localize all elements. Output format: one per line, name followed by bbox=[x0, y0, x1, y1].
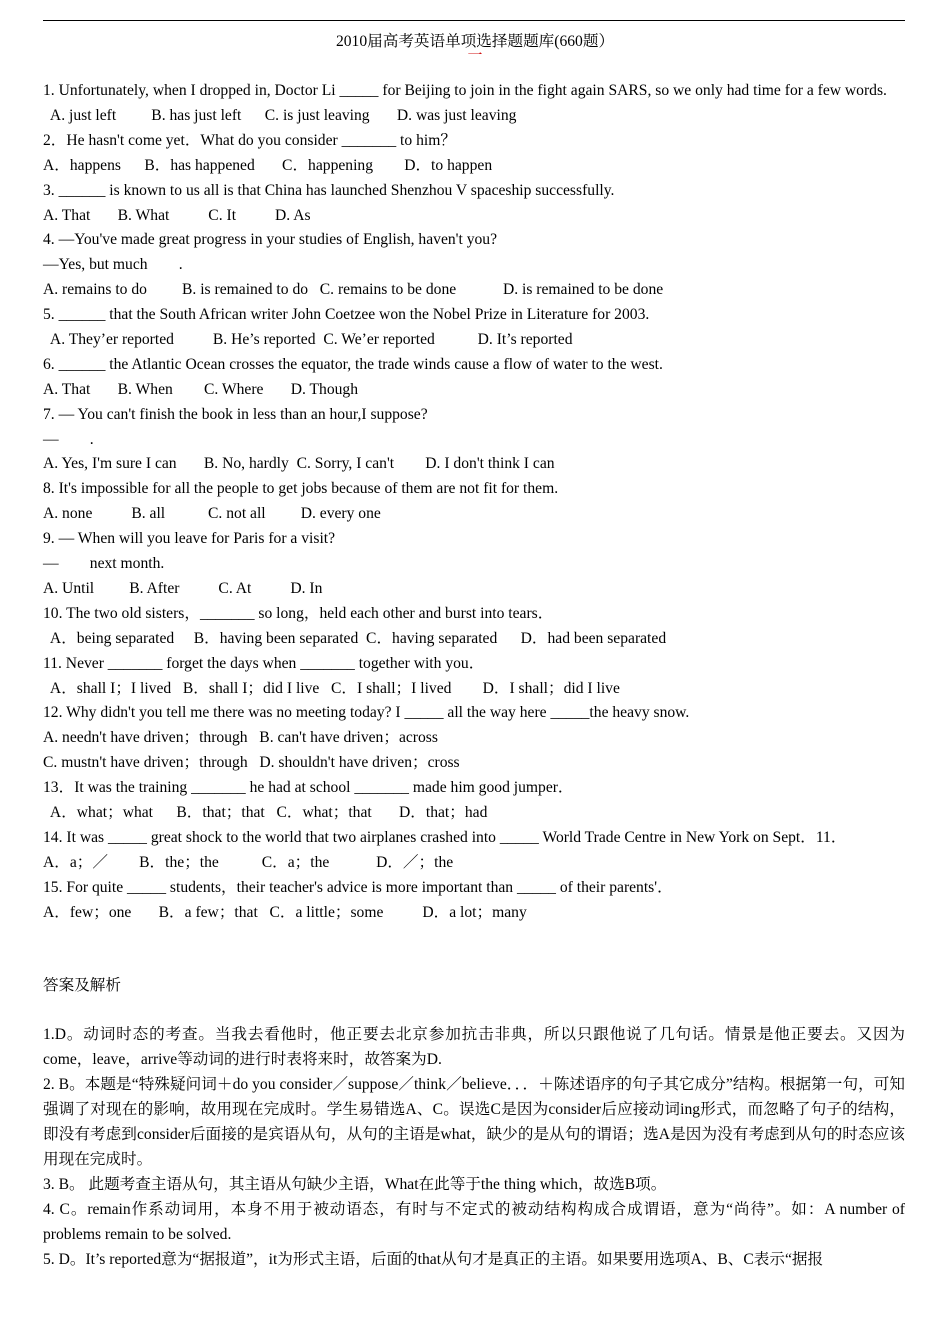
question-options: A. Until B. After C. At D. In bbox=[43, 579, 323, 597]
question-options: A. remains to do B. is remained to do C. remains to be done D. is remained to be done bbox=[43, 281, 664, 299]
question-options: — next month. bbox=[43, 555, 165, 573]
question-options: — . bbox=[43, 430, 94, 448]
question-options: A．a；／ B．the；the C．a；the D．／；the bbox=[43, 853, 454, 871]
answer-paragraph: 4. C。remain作系动词用，本身不用于被动语态，有时与不定式的被动结构构成合成谓语，意为“尚待”。如：A number of problems remain to be solved. bbox=[43, 1200, 905, 1243]
question-stem: 14. It was _____ great shock to the world that two airplanes crashed into _____ World Trade Centre in New York on Sept．11． bbox=[43, 828, 847, 846]
answer-paragraph: 3. B。 此题考查主语从句，其主语从句缺少主语，What在此等于the thing which，故选B项。 bbox=[43, 1175, 667, 1193]
question-stem: 6. ______ the Atlantic Ocean crosses the equator, the trade winds cause a flow of water to the west. bbox=[43, 355, 663, 373]
question-options: A. That B. When C. Where D. Though bbox=[43, 380, 359, 398]
question-stem: 1. Unfortunately, when I dropped in, Doctor Li _____ for Beijing to join in the fight again SARS, so we only had time for a few words. bbox=[43, 82, 887, 99]
section-mark: 一 bbox=[467, 48, 483, 64]
question-options: A. Yes, I'm sure I can B. No, hardly C. Sorry, I can't D. I don't think I can bbox=[43, 455, 555, 473]
answers-heading: 答案及解析 bbox=[43, 976, 121, 994]
question-list bbox=[43, 79, 905, 926]
answer-list bbox=[43, 1023, 905, 1272]
question-options: A．being separated B．having been separated C．having separated D．had been separated bbox=[43, 629, 667, 647]
question-stem: 7. — You can't finish the book in less than an hour,I suppose? bbox=[43, 405, 428, 423]
question-stem: 13．It was the training _______ he had at school _______ made him good jumper． bbox=[43, 779, 574, 797]
question-options: A. none B. all C. not all D. every one bbox=[43, 505, 381, 523]
question-options: A. needn't have driven；through B. can't have driven；across bbox=[43, 729, 438, 747]
question-options: A. just left B. has just left C. is just leaving D. was just leaving bbox=[43, 106, 517, 124]
question-stem: 12. Why didn't you tell me there was no meeting today? I _____ all the way here _____the heavy snow. bbox=[43, 704, 690, 722]
answer-paragraph: 2. B。本题是“特殊疑问词＋do you consider／suppose／think／believe．．．＋陈述语序的句子其它成分”结构。根据第一句，可知强调了对现在的影响，故用现在完成时。学生易错选A、C。误选C是因为consider后应接动词ing形式，而忽略了句子的结构，即没有考虑到consider后面接的是宾语从句，从句的主语是what，缺少的是从句的谓语；选A是因为没有考虑到从句的时态应该用现在完成时。 bbox=[43, 1076, 905, 1168]
question-options: A．happens B．has happened C．happening D．to happen bbox=[43, 156, 493, 174]
question-options: —Yes, but much . bbox=[43, 256, 183, 274]
question-options: A．what；what B．that；that C．what；that D．that；had bbox=[43, 804, 488, 822]
page-title: 2010届高考英语单项选择题题库(660题） bbox=[335, 33, 615, 50]
question-options: A．shall I；I lived B．shall I；did I live C．I shall；I lived D．I shall；did I live bbox=[43, 679, 620, 697]
question-stem: 15. For quite _____ students，their teacher's advice is more important than _____ of their parents'． bbox=[43, 878, 673, 896]
question-options: A. That B. What C. It D. As bbox=[43, 206, 311, 224]
question-stem: 4. —You've made great progress in your studies of English, haven't you? bbox=[43, 231, 498, 249]
question-stem: 3. ______ is known to us all is that China has launched Shenzhou V spaceship successfully. bbox=[43, 181, 615, 199]
question-stem: 9. — When will you leave for Paris for a visit? bbox=[43, 530, 336, 548]
answer-paragraph: 1.D。动词时态的考查。当我去看他时，他正要去北京参加抗击非典，所以只跟他说了几句话。情景是他正要去。又因为come，leave，arrive等动词的进行时表将来时，故答案为D. bbox=[43, 1026, 905, 1069]
header-rule bbox=[43, 20, 905, 21]
document-body bbox=[43, 79, 905, 1272]
question-stem: 5. ______ that the South African writer John Coetzee won the Nobel Prize in Literature for 2003. bbox=[43, 306, 650, 324]
question-stem: 11. Never _______ forget the days when _______ together with you． bbox=[43, 654, 485, 672]
question-options: A. They’er reported B. He’s reported C. We’er reported D. It’s reported bbox=[43, 330, 573, 348]
question-options: C. mustn't have driven；through D. shouldn't have driven；cross bbox=[43, 754, 460, 772]
answer-paragraph: 5. D。It’s reported意为“据报道”，it为形式主语，后面的that从句才是真正的主语。如果要用选项A、B、C表示“据报 bbox=[43, 1250, 824, 1268]
spacer bbox=[43, 926, 905, 974]
spacer bbox=[43, 998, 905, 1023]
question-stem: 2．He hasn't come yet．What do you consider _______ to him？ bbox=[43, 131, 456, 149]
question-stem: 10. The two old sisters，_______ so long，held each other and burst into tears． bbox=[43, 604, 554, 622]
question-options: A．few；one B．a few；that C．a little；some D．a lot；many bbox=[43, 903, 527, 921]
question-stem: 8. It's impossible for all the people to get jobs because of them are not fit for them. bbox=[43, 480, 559, 498]
